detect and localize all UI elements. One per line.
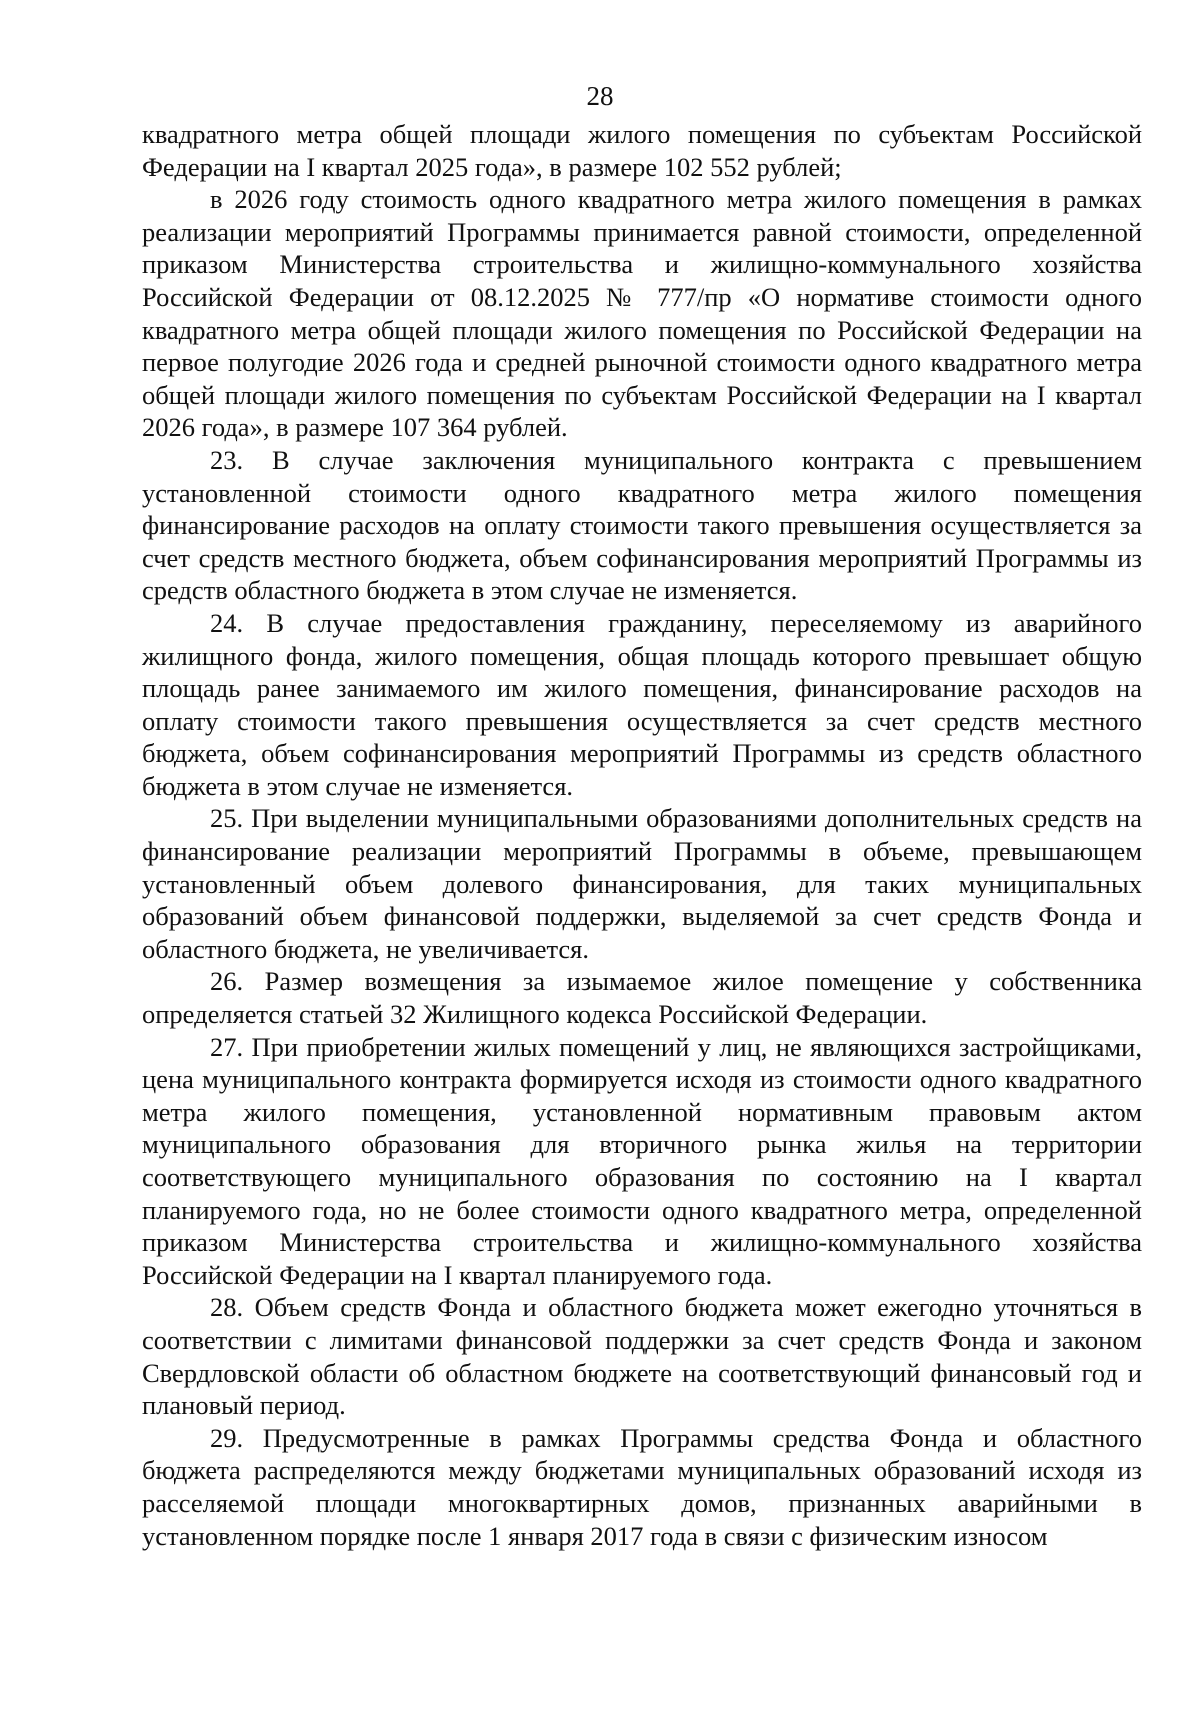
paragraph-23: 23. В случае заключения муниципального контракта с превышением установленной стоимости одного квадратного метра жилого помещения финансирование расходов на оплату стоимости такого превышения осуществляется за счет средств местного бюджета, объем софинансирования мероприятий Программы из средств областного бюджета в этом случае не изменяется. [142,444,1142,606]
paragraph-28: 28. Объем средств Фонда и областного бюджета может ежегодно уточняться в соответствии с лимитами финансовой поддержки за счет средств Фонда и законом Свердловской области об областном бюджете на соответствующий финансовый год и плановый период. [142,1292,1142,1421]
document-body [142,118,1142,1552]
paragraph-2026-cost: в 2026 году стоимость одного квадратного метра жилого помещения в рамках реализации мероприятий Программы принимается равной стоимости, определенной приказом Министерства строительства и жилищно-коммунального хозяйства Российской Федерации от 08.12.2025 № 777/пр «О нормативе стоимости одного квадратного метра общей площади жилого помещения по Российской Федерации на первое полугодие 2026 года и средней рыночной стоимости одного квадратного метра общей площади жилого помещения по субъектам Российской Федерации на I квартал 2026 года», в размере 107 364 рублей. [142,184,1142,443]
paragraph-24: 24. В случае предоставления гражданину, переселяемому из аварийного жилищного фонда, жилого помещения, общая площадь которого превышает общую площадь ранее занимаемого им жилого помещения, финансирование расходов на оплату стоимости такого превышения осуществляется за счет средств местного бюджета, объем софинансирования мероприятий Программы из средств областного бюджета в этом случае не изменяется. [142,607,1142,801]
paragraph-27: 27. При приобретении жилых помещений у лиц, не являющихся застройщиками, цена муниципального контракта формируется исходя из стоимости одного квадратного метра жилого помещения, установленной нормативным правовым актом муниципального образования для вторичного рынка жилья на территории соответствующего муниципального образования по состоянию на I квартал планируемого года, но не более стоимости одного квадратного метра, определенной приказом Министерства строительства и жилищно-коммунального хозяйства Российской Федерации на I квартал планируемого года. [142,1031,1142,1290]
paragraph-26: 26. Размер возмещения за изымаемое жилое помещение у собственника определяется статьей 32 Жилищного кодекса Российской Федерации. [142,966,1142,1030]
page-number: 28 [586,81,614,111]
paragraph-25: 25. При выделении муниципальными образованиями дополнительных средств на финансирование реализации мероприятий Программы в объеме, превышающем установленный объем долевого финансирования, для таких муниципальных образований объем финансовой поддержки, выделяемой за счет средств Фонда и областного бюджета, не увеличивается. [142,803,1142,964]
paragraph-29: 29. Предусмотренные в рамках Программы средства Фонда и областного бюджета распределяются между бюджетами муниципальных образований исходя из расселяемой площади многоквартирных домов, признанных аварийными в установленном порядке после 1 января 2017 года в связи с физическим износом [142,1422,1142,1551]
paragraph-continuation: квадратного метра общей площади жилого помещения по субъектам Российской Федерации на I квартал 2025 года», в размере 102 552 рублей; [142,119,1142,182]
